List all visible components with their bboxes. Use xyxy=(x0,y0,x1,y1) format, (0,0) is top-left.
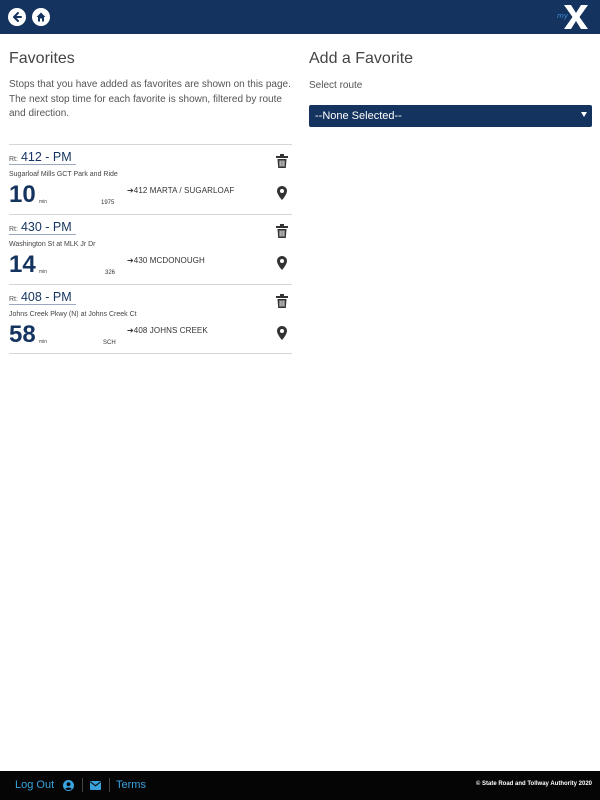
trash-icon[interactable] xyxy=(276,224,288,238)
route-prefix: Rt: xyxy=(9,226,18,233)
route-name: 430 - PM xyxy=(20,220,72,234)
favorite-card[interactable] xyxy=(9,284,292,354)
vehicle-id: 326 xyxy=(105,270,116,276)
home-button[interactable] xyxy=(32,8,50,26)
route-link[interactable] xyxy=(9,220,76,235)
route-name: 412 - PM xyxy=(20,150,72,164)
trash-icon[interactable] xyxy=(276,294,288,308)
caret-down-icon xyxy=(581,112,587,117)
route-link[interactable] xyxy=(9,150,76,165)
stop-name: Johns Creek Pkwy (N) at Johns Creek Ct xyxy=(9,311,137,318)
eta-unit: min xyxy=(39,339,48,345)
route-link[interactable] xyxy=(9,290,76,305)
vehicle-id: SCH xyxy=(103,340,116,346)
eta-minutes: 58 xyxy=(9,321,36,348)
route-prefix: Rt: xyxy=(9,296,18,303)
user-icon[interactable] xyxy=(63,780,74,791)
back-arrow-icon xyxy=(11,11,23,23)
trash-icon[interactable] xyxy=(276,154,288,168)
stop-name: Sugarloaf Mills GCT Park and Ride xyxy=(9,171,118,178)
mail-icon[interactable] xyxy=(90,781,101,790)
map-pin-icon[interactable] xyxy=(277,256,287,270)
destination: ➔412 MARTA / SUGARLOAF xyxy=(127,186,235,195)
destination: ➔430 MCDONOUGH xyxy=(127,256,205,265)
select-route-label: Select route xyxy=(309,80,363,91)
footer xyxy=(0,771,600,800)
stop-name: Washington St at MLK Jr Dr xyxy=(9,241,96,248)
home-icon xyxy=(35,11,47,23)
eta-unit: min xyxy=(39,199,48,205)
destination: ➔408 JOHNS CREEK xyxy=(127,326,208,335)
route-select[interactable] xyxy=(309,105,592,127)
favorites-title: Favorites xyxy=(9,50,75,67)
eta-unit: min xyxy=(39,269,48,275)
add-favorite-section xyxy=(309,50,592,127)
logo-text: my xyxy=(557,12,568,20)
terms-link[interactable]: Terms xyxy=(116,779,146,791)
route-select-value: --None Selected-- xyxy=(315,110,402,122)
favorite-card[interactable] xyxy=(9,214,292,284)
route-prefix: Rt: xyxy=(9,156,18,163)
footer-divider xyxy=(109,778,110,792)
favorites-section xyxy=(9,50,292,122)
eta-minutes: 10 xyxy=(9,181,36,208)
favorite-card[interactable] xyxy=(9,144,292,214)
log-out-link[interactable]: Log Out xyxy=(15,779,55,791)
vehicle-id: 1975 xyxy=(101,200,115,206)
footer-divider xyxy=(82,778,83,792)
route-name: 408 - PM xyxy=(20,290,72,304)
add-favorite-title: Add a Favorite xyxy=(309,50,414,67)
eta-minutes: 14 xyxy=(9,251,36,278)
favorites-list xyxy=(9,144,292,354)
back-button[interactable] xyxy=(8,8,26,26)
map-pin-icon[interactable] xyxy=(277,186,287,200)
xpress-logo[interactable] xyxy=(560,3,592,31)
map-pin-icon[interactable] xyxy=(277,326,287,340)
top-bar xyxy=(0,0,600,34)
copyright-text: © State Road and Tollway Authority 2020 xyxy=(475,781,592,787)
favorites-intro: Stops that you have added as favorites are shown on this page. The next stop time for each favorite is shown, filtered by route and direction. xyxy=(9,79,291,119)
